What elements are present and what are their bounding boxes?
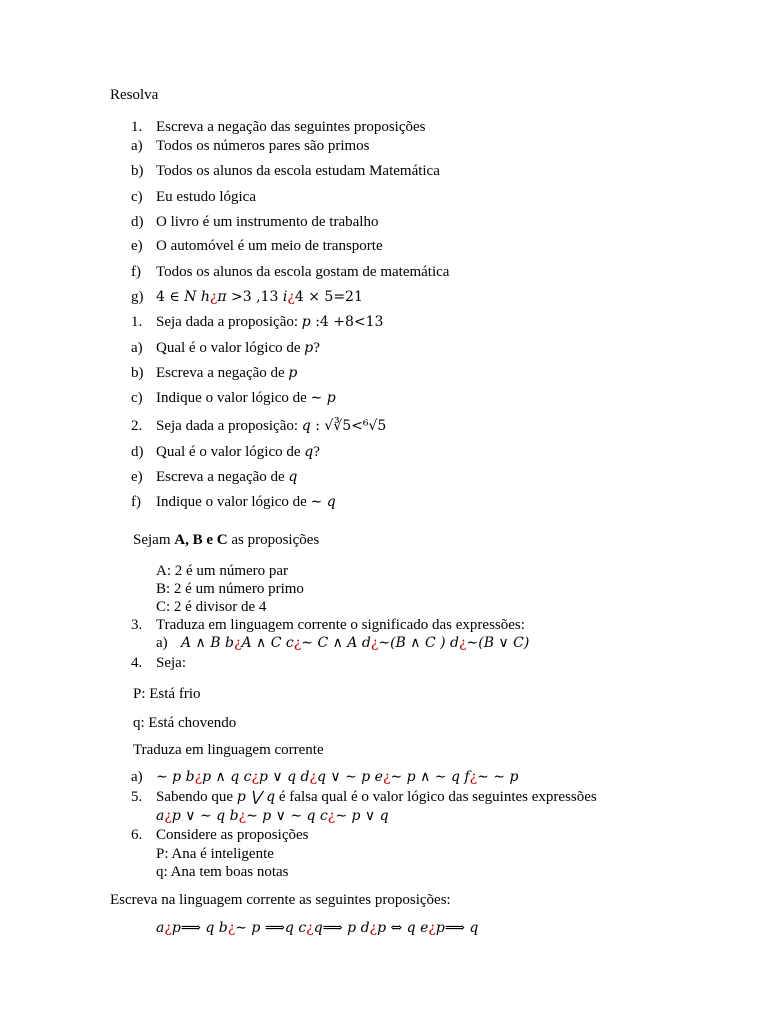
question-6: 6. Considere as proposições — [131, 827, 309, 843]
proposition-q: q: Está chovendo — [133, 715, 237, 731]
list-item-2d: d) Qual é o valor lógico de q? — [131, 444, 320, 460]
question-3a: a) A ∧ B b¿A ∧ C c¿∼ C ∧ A d¿∼(B ∧ C ) d¿∼(B ∨ C) — [156, 635, 530, 651]
proposition-ana-q: q: Ana tem boas notas — [156, 864, 289, 880]
proposition-b: B: 2 é um número primo — [156, 581, 304, 597]
list-item-2f: f) Indique o valor lógico de ∼ q — [131, 494, 336, 510]
list-item-2c: c) Indique o valor lógico de ∼ p — [131, 390, 336, 406]
math-expression: p :4 +8<13 — [301, 314, 384, 330]
translate-instruction: Traduza em linguagem corrente — [133, 742, 324, 758]
final-expressions: a¿p⟹ q b¿∼ p ⟹q c¿q⟹ p d¿p ⇔ q e¿p⟹ q — [156, 920, 479, 936]
list-item-2b: b) Escreva a negação de p — [131, 365, 298, 381]
question-2-2: 2. Seja dada a proposição: q : √∛5<⁶√5 — [131, 418, 387, 434]
final-instruction: Escreva na linguagem corrente as seguintes proposições: — [110, 892, 451, 908]
question-3: 3. Traduza em linguagem corrente o significado das expressões: — [131, 617, 525, 633]
math-expression: A ∧ B b¿A ∧ C c¿∼ C ∧ A d¿∼(B ∧ C ) d¿∼(B ∨ C) — [181, 635, 530, 651]
question-1-header — [131, 118, 425, 136]
question-4a: a) ∼ p b¿p ∧ q c¿p ∨ q d¿q ∨ ∼ p e¿∼ p ∧ ∼ q f¿∼ ∼ p — [131, 769, 519, 785]
item-text: Escreva a negação das seguintes proposições — [156, 119, 426, 135]
list-item-2e: e) Escreva a negação de q — [131, 469, 298, 485]
math-expression: q : √∛5<⁶√5 — [301, 418, 387, 434]
list-item-1e: e) O automóvel é um meio de transporte — [131, 238, 383, 254]
item-number: 1. — [131, 119, 143, 135]
list-item-2a: a) Qual é o valor lógico de p? — [131, 340, 320, 356]
question-5: 5. Sabendo que p ⋁ q é falsa qual é o valor lógico das seguintes expressões — [131, 789, 597, 805]
list-item-1g: g) 4 ∈ N h¿π >3 ,13 i¿4 × 5=21 — [131, 289, 363, 305]
proposition-a: A: 2 é um número par — [156, 563, 289, 579]
proposition-ana-p: P: Ana é inteligente — [156, 846, 274, 862]
proposition-p: P: Está frio — [133, 686, 201, 702]
math-expression: 4 ∈ N h¿π >3 ,13 i¿4 × 5=21 — [156, 289, 363, 305]
question-2-1: 1. Seja dada a proposição: p :4 +8<13 — [131, 314, 384, 330]
propositions-intro: Sejam A, B e C as proposições — [133, 532, 320, 548]
list-item-1a: a) Todos os números pares são primos — [131, 138, 370, 154]
list-item-1f: f) Todos os alunos da escola gostam de matemática — [131, 264, 450, 280]
list-item-1d: d) O livro é um instrumento de trabalho — [131, 214, 379, 230]
question-4: 4. Seja: — [131, 655, 186, 671]
list-item-1c: c) Eu estudo lógica — [131, 189, 256, 205]
page-title: Resolva — [110, 87, 159, 103]
math-expression: ∼ p b¿p ∧ q c¿p ∨ q d¿q ∨ ∼ p e¿∼ p ∧ ∼ q f¿∼ ∼ p — [156, 769, 519, 785]
question-5-expressions: a¿p ∨ ∼ q b¿∼ p ∨ ∼ q c¿∼ p ∨ q — [156, 808, 389, 824]
proposition-c: C: 2 é divisor de 4 — [156, 599, 267, 615]
list-item-1b: b) Todos os alunos da escola estudam Matemática — [131, 163, 440, 179]
